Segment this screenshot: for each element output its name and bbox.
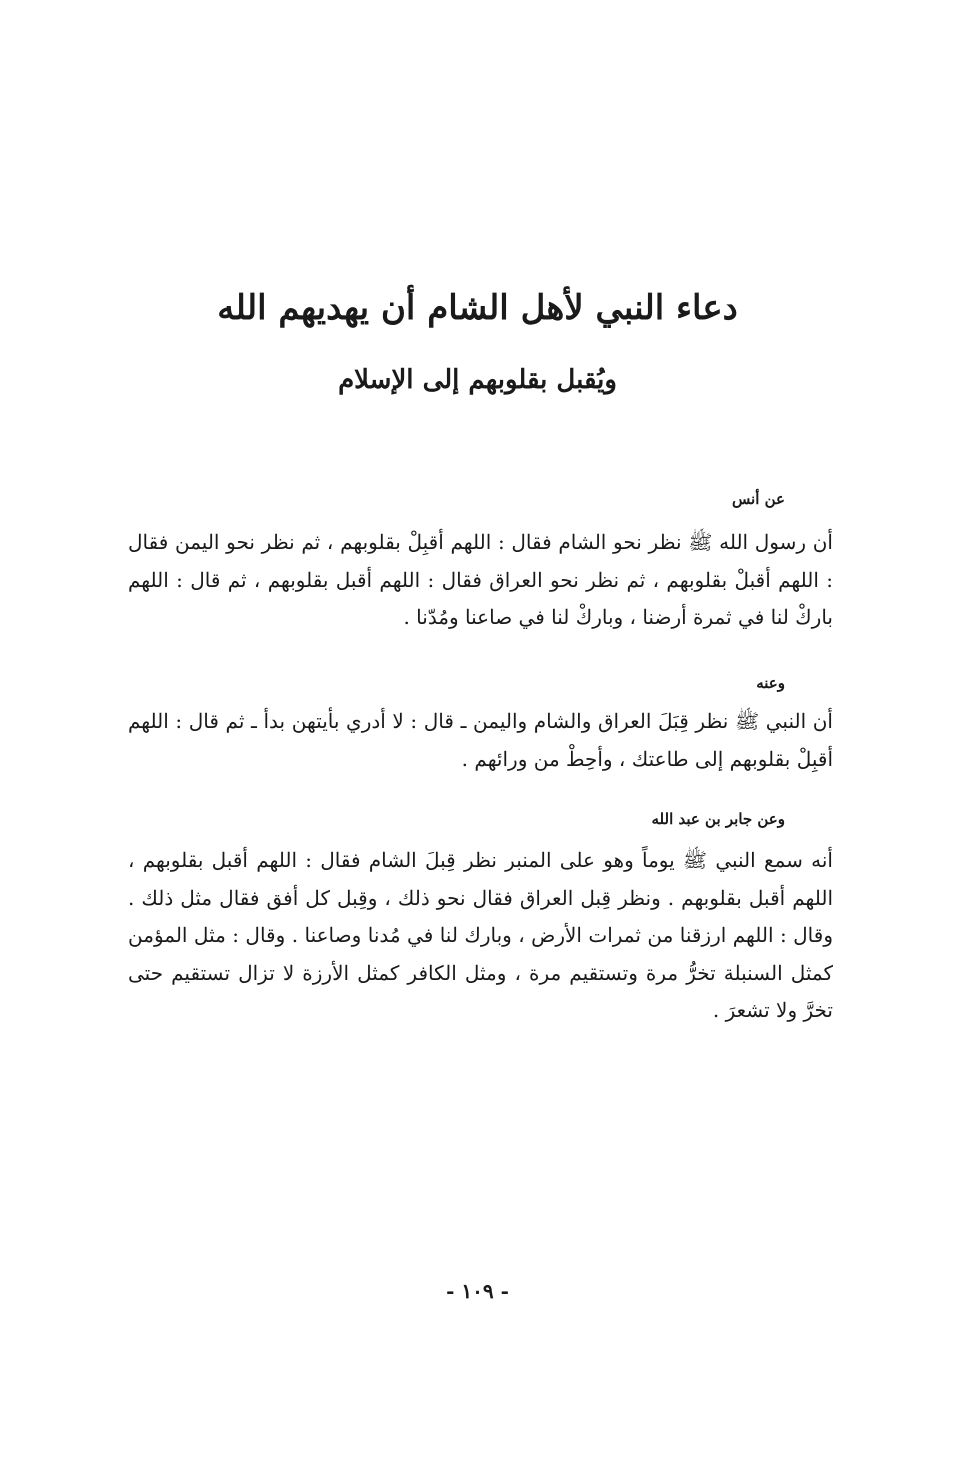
hadith-3-narrator: وعن جابر بن عبد الله (651, 810, 785, 828)
chapter-title: دعاء النبي لأهل الشام أن يهديهم الله (217, 288, 738, 328)
hadith-3-text: أنه سمع النبي ﷺ يوماً وهو على المنبر نظر قِبلَ الشام فقال : اللهم أقبل بقلوبهم ، اللهم أقبل بقلوبهم . ونظر قِبل العراق فقال نحو ذلك ، وقِبل كل أفق فقال مثل ذلك . وقال : اللهم ارزقنا من ثمرات الأرض ، وبارك لنا في مُدنا وصاعنا . وقال : مثل المؤمن كمثل السنبلة تخرُّ مرة وتستقيم مرة ، ومثل الكافر كمثل الأرزة لا تزال تستقيم حتى تخرَّ ولا تشعرَ . (128, 848, 833, 1022)
chapter-subtitle: ويُقبل بقلوبهم إلى الإسلام (338, 365, 617, 395)
hadith-2-narrator: وعنه (756, 674, 785, 692)
hadith-1-text: أن رسول الله ﷺ نظر نحو الشام فقال : اللهم أقبِلْ بقلوبهم ، ثم نظر نحو اليمن فقال : اللهم أقبلْ بقلوبهم ، ثم نظر نحو العراق فقال : اللهم أقبل بقلوبهم ، ثم قال : اللهم باركْ لنا في ثمرة أرضنا ، وباركْ لنا في صاعنا ومُدّنا . (128, 530, 833, 629)
hadith-2-text: أن النبي ﷺ نظر قِبَلَ العراق والشام واليمن ـ قال : لا أدري بأيتهن بدأ ـ ثم قال : اللهم أقبِلْ بقلوبهم إلى طاعتك ، وأحِطْ من ورائهم . (128, 709, 833, 771)
hadith-1-narrator: عن أنس (731, 490, 785, 508)
page-number: - ١٠٩ - (446, 1279, 509, 1303)
